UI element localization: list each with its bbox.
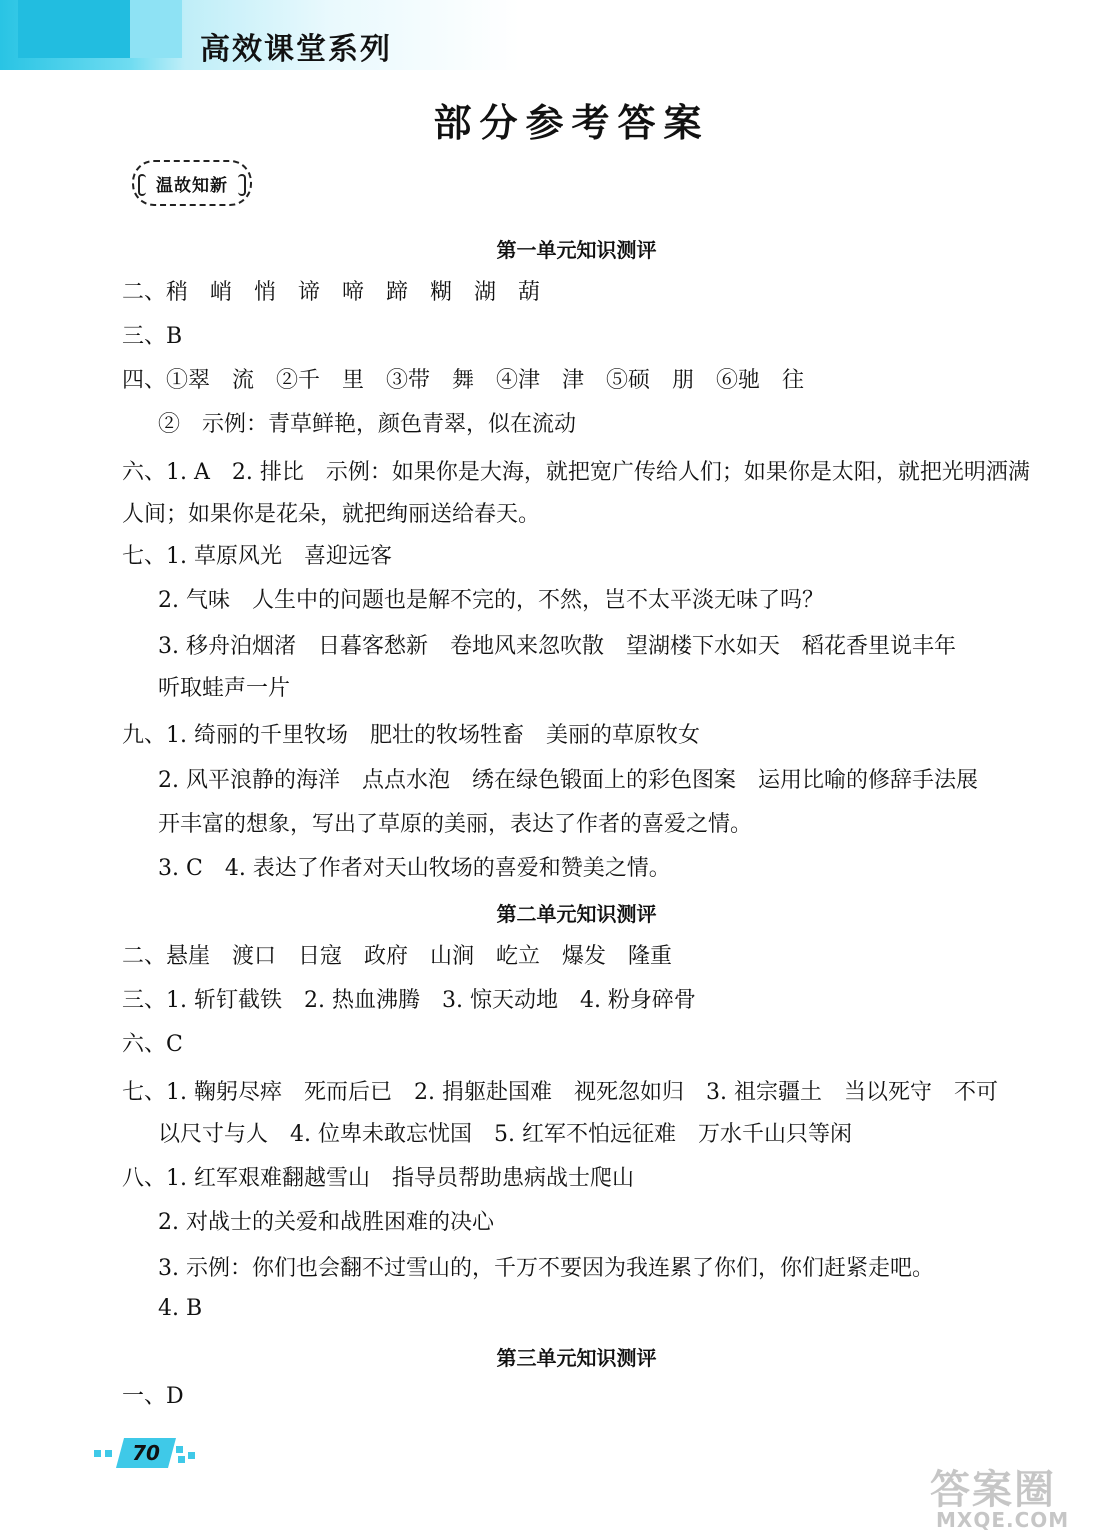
answer-line: 开丰富的想象，写出了草原的美丽，表达了作者的喜爱之情。 bbox=[158, 812, 753, 837]
answer-line: ② 示例：青草鲜艳，颜色青翠，似在流动 bbox=[158, 412, 577, 437]
answer-line: 九、1. 绮丽的千里牧场 肥壮的牧场牲畜 美丽的草原牧女 bbox=[122, 723, 700, 748]
answer-line: 听取蛙声一片 bbox=[158, 676, 291, 701]
answer-line: 三、1. 斩钉截铁 2. 热血沸腾 3. 惊天动地 4. 粉身碎骨 bbox=[122, 988, 696, 1013]
unit1-title: 第一单元知识测评 bbox=[496, 238, 657, 262]
answer-line: 3. 示例：你们也会翻不过雪山的，千万不要因为我连累了你们，你们赶紧走吧。 bbox=[158, 1256, 934, 1281]
answer-line: 一、D bbox=[122, 1384, 184, 1409]
answer-line: 2. 对战士的关爱和战胜困难的决心 bbox=[158, 1210, 494, 1235]
watermark-url: MXQE.COM bbox=[936, 1508, 1070, 1532]
header-decor-block bbox=[18, 0, 130, 58]
section-badge bbox=[132, 160, 252, 206]
answer-line: 八、1. 红军艰难翻越雪山 指导员帮助患病战士爬山 bbox=[122, 1166, 634, 1191]
answer-line: 3. 移舟泊烟渚 日暮客愁新 卷地风来忽吹散 望湖楼下水如天 稻花香里说丰年 bbox=[158, 634, 956, 659]
answer-line: 3. C 4. 表达了作者对天山牧场的喜爱和赞美之情。 bbox=[158, 856, 671, 881]
answer-line: 4. B bbox=[158, 1296, 203, 1321]
page-number-decor-right bbox=[176, 1446, 200, 1462]
answer-line: 六、1. A 2. 排比 示例：如果你是大海，就把宽广传给人们；如果你是太阳，就把光明洒满 bbox=[122, 460, 1030, 485]
answer-line: 三、B bbox=[122, 324, 183, 349]
watermark-logo bbox=[930, 1458, 1110, 1536]
answer-line: 七、1. 草原风光 喜迎远客 bbox=[122, 544, 392, 569]
unit2-title: 第二单元知识测评 bbox=[496, 902, 657, 926]
page-number: 70 bbox=[132, 1441, 160, 1465]
answer-line: 二、稍 峭 悄 谛 啼 蹄 糊 湖 葫 bbox=[122, 280, 541, 305]
header-decor-block-light bbox=[130, 0, 182, 58]
watermark-text: 答案圈 bbox=[930, 1467, 1056, 1513]
series-title: 高效课堂系列 bbox=[200, 32, 392, 67]
answer-line: 以尺寸与人 4. 位卑未敢忘忧国 5. 红军不怕远征难 万水千山只等闲 bbox=[158, 1122, 852, 1147]
answer-line: 2. 气味 人生中的问题也是解不完的，不然，岂不太平淡无味了吗？ bbox=[158, 588, 824, 613]
section-badge-label: 温故知新 bbox=[156, 175, 228, 196]
answer-line: 二、悬崖 渡口 日寇 政府 山涧 屹立 爆发 隆重 bbox=[122, 944, 673, 969]
answer-line: 四、①翠 流 ②千 里 ③带 舞 ④津 津 ⑤硕 朋 ⑥驰 往 bbox=[122, 368, 805, 393]
answer-line: 六、C bbox=[122, 1032, 183, 1057]
page-number-decor-left bbox=[94, 1448, 116, 1458]
answer-line: 2. 风平浪静的海洋 点点水泡 绣在绿色锻面上的彩色图案 运用比喻的修辞手法展 bbox=[158, 768, 978, 793]
unit3-title: 第三单元知识测评 bbox=[496, 1346, 657, 1370]
answer-line: 七、1. 鞠躬尽瘁 死而后已 2. 捐躯赴国难 视死忽如归 3. 祖宗疆土 当以死守 不可 bbox=[122, 1080, 998, 1105]
answer-line: 人间；如果你是花朵，就把绚丽送给春天。 bbox=[122, 502, 541, 527]
page-title: 部分参考答案 bbox=[433, 100, 710, 145]
